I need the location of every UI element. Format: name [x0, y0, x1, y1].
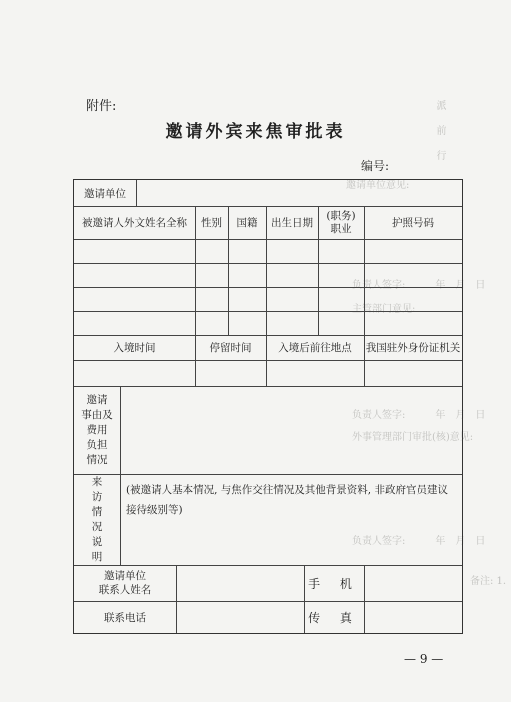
- contact-name-field[interactable]: [176, 565, 304, 601]
- show-through-text: 备注: 1.: [470, 576, 507, 587]
- col-header-consulate: 我国驻外身份证机关: [365, 342, 461, 354]
- show-through-text: 负责人签字: 年 月 日: [352, 536, 486, 547]
- approval-form-table: [73, 179, 463, 634]
- col-header-destination: 入境后前往地点: [278, 342, 352, 354]
- table-row[interactable]: [74, 263, 462, 287]
- visit-description-note: (被邀请人基本情况, 与焦作交往情况及其他背景资料, 非政府官员建议接待级别等): [126, 484, 448, 516]
- col-header-nationality: 国籍: [236, 217, 258, 229]
- show-through-text: 派 前 行: [434, 100, 445, 167]
- visit-description-label: 来 访 情 况 说 明: [91, 475, 103, 563]
- show-through-text: 主管部门意见:: [352, 304, 416, 315]
- serial-number-label: 编号:: [361, 159, 390, 173]
- show-through-text: 外事管理部门审批(核)意见:: [352, 432, 474, 443]
- show-through-text: 负责人签字: 年 月 日: [352, 280, 486, 291]
- page-number: — 9 —: [404, 652, 444, 666]
- col-header-entry-time: 入境时间: [113, 342, 156, 354]
- phone-label: 联系电话: [104, 611, 146, 624]
- inviting-unit-label: 邀请单位: [84, 187, 126, 200]
- fax-field[interactable]: [364, 601, 462, 633]
- invitation-reason-field[interactable]: [120, 386, 462, 474]
- col-header-birth-date: 出生日期: [271, 217, 313, 229]
- mobile-field[interactable]: [364, 565, 462, 601]
- page-title: 邀请外宾来焦审批表: [165, 122, 346, 142]
- col-header-occupation: (职务) 职业: [326, 209, 356, 235]
- table-row[interactable]: [74, 239, 462, 263]
- inviting-unit-field[interactable]: [136, 180, 462, 206]
- col-header-foreign-name: 被邀请人外文姓名全称: [82, 217, 187, 229]
- mobile-label: 手 机: [308, 576, 360, 591]
- phone-field[interactable]: [176, 601, 304, 633]
- col-header-stay-time: 停留时间: [209, 342, 252, 354]
- table-row[interactable]: [74, 360, 462, 386]
- invitation-reason-label: 邀请 事由及 费用 负担 情况: [81, 393, 113, 466]
- table-row[interactable]: [74, 311, 462, 335]
- col-header-passport: 护照号码: [392, 217, 434, 229]
- attachment-label: 附件:: [86, 99, 117, 114]
- show-through-text: 邀请单位意见:: [346, 180, 410, 191]
- contact-name-label: 邀请单位 联系人姓名: [98, 570, 152, 596]
- col-header-gender: 性别: [201, 217, 222, 229]
- show-through-text: 负责人签字: 年 月 日: [352, 410, 486, 421]
- table-row[interactable]: [74, 287, 462, 311]
- fax-label: 传 真: [308, 610, 360, 625]
